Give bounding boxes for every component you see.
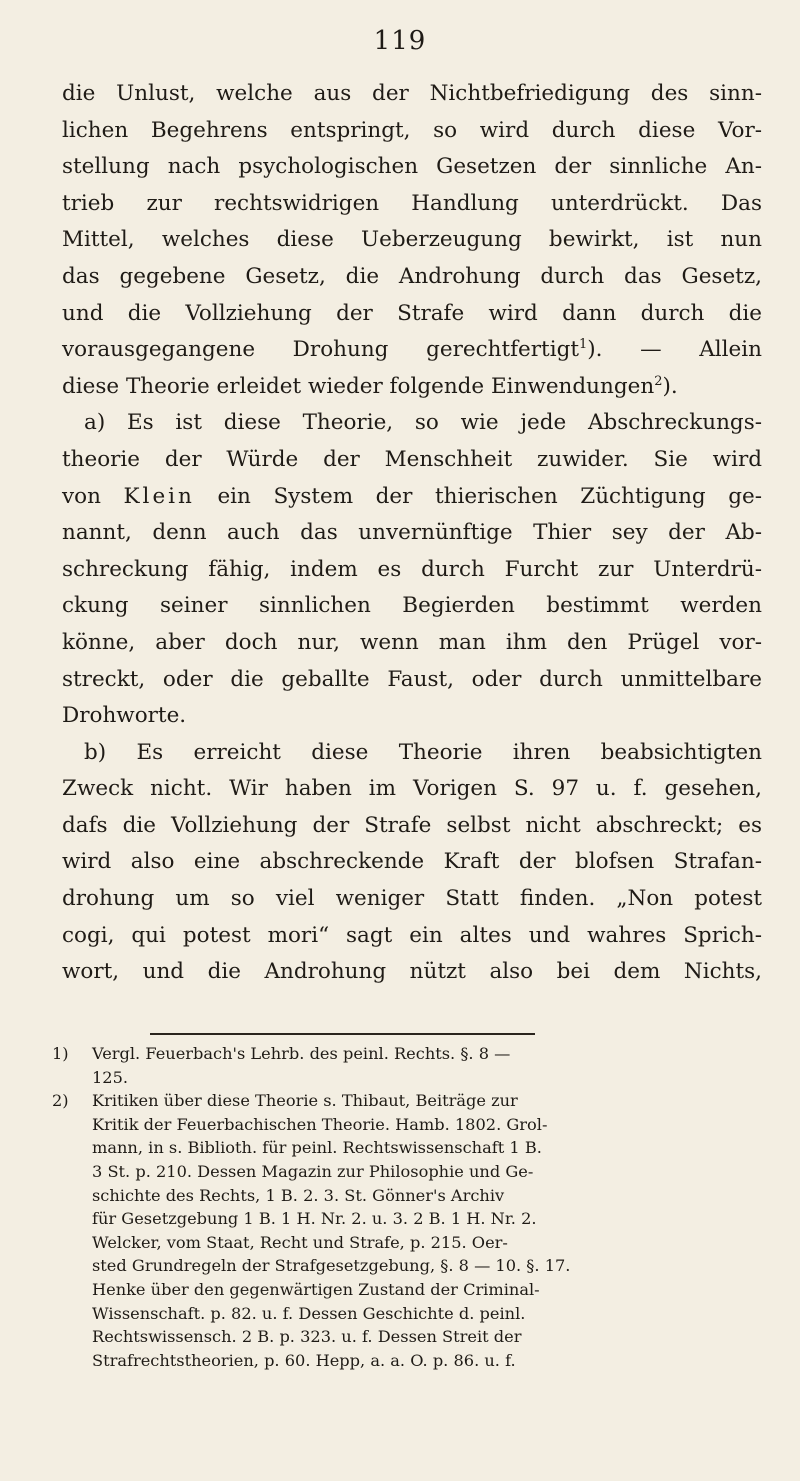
footnote-separator bbox=[150, 1033, 535, 1035]
line-text: Zweck nicht. Wir haben im Vorigen S. 97 u. f. gesehen, bbox=[62, 776, 762, 802]
line-text: theorie der Würde der Menschheit zuwider. Sie wird bbox=[62, 446, 762, 472]
line-text: stellung nach psychologischen Gesetzen der sinnliche An- bbox=[62, 154, 762, 180]
body-line bbox=[62, 259, 762, 296]
footnote-line: für Gesetzgebung 1 B. 1 H. Nr. 2. u. 3. 2 B. 1 H. Nr. 2. bbox=[92, 1209, 537, 1229]
line-text: diese Theorie erleidet wieder folgende Einwendungen bbox=[62, 373, 655, 399]
body-line bbox=[62, 662, 762, 699]
body-text bbox=[62, 76, 762, 991]
line-text: a) Es ist diese Theorie, so wie jede Abschreckungs- bbox=[84, 410, 762, 436]
body-line bbox=[62, 332, 762, 369]
body-line bbox=[62, 954, 762, 991]
body-line bbox=[62, 918, 762, 955]
body-line bbox=[62, 515, 762, 552]
body-line bbox=[62, 296, 762, 333]
footnote-mark: 1) bbox=[52, 1044, 69, 1063]
footnote-line: Strafrechtstheorien, p. 60. Hepp, a. a. O. p. 86. u. f. bbox=[92, 1350, 516, 1370]
body-line bbox=[62, 625, 762, 662]
footnote-ref: 2 bbox=[654, 373, 663, 389]
line-text: Mittel, welches diese Ueberzeugung bewirkt, ist nun bbox=[62, 227, 762, 253]
body-line bbox=[62, 76, 762, 113]
body-line bbox=[62, 442, 762, 479]
line-text: b) Es erreicht diese Theorie ihren beabsichtigten bbox=[84, 739, 762, 765]
line-text: nannt, denn auch das unvernünftige Thier sey der Ab- bbox=[62, 520, 762, 546]
line-text: trieb zur rechtswidrigen Handlung unterdrückt. Das bbox=[62, 190, 762, 216]
footnote-line: Kritik der Feuerbachischen Theorie. Hamb. 1802. Grol- bbox=[92, 1114, 548, 1134]
line-text: dafs die Vollziehung der Strafe selbst nicht abschreckt; es bbox=[62, 812, 762, 838]
footnote-line: 3 St. p. 210. Dessen Magazin zur Philosophie und Ge- bbox=[92, 1161, 534, 1181]
body-line bbox=[62, 113, 762, 150]
body-line bbox=[62, 588, 762, 625]
line-text: ein System der thierischen Züchtigung ge- bbox=[194, 483, 762, 509]
line-text: wort, und die Androhung nützt also bei dem Nichts, bbox=[62, 959, 762, 985]
line-text: lichen Begehrens entspringt, so wird durch diese Vor- bbox=[62, 117, 762, 143]
line-text: könne, aber doch nur, wenn man ihm den Prügel vor- bbox=[62, 629, 762, 655]
spaced-name: Klein bbox=[123, 483, 195, 509]
body-line bbox=[62, 222, 762, 259]
line-text: schreckung fähig, indem es durch Furcht zur Unterdrü- bbox=[62, 556, 762, 582]
footnote-line: Welcker, vom Staat, Recht und Strafe, p. 215. Oer- bbox=[92, 1232, 508, 1252]
line-text: ckung seiner sinnlichen Begierden bestimmt werden bbox=[62, 593, 762, 619]
line-text: cogi, qui potest mori“ sagt ein altes und wahres Sprich- bbox=[62, 922, 762, 948]
footnote-ref: 1 bbox=[578, 337, 588, 353]
footnote-line: Rechtswissensch. 2 B. p. 323. u. f. Dessen Streit der bbox=[92, 1327, 522, 1347]
footnote-line: schichte des Rechts, 1 B. 2. 3. St. Gönner's Archiv bbox=[92, 1185, 505, 1205]
body-line bbox=[62, 552, 762, 589]
footnote-line: sted Grundregeln der Strafgesetzgebung, §. 8 — 10. §. 17. bbox=[92, 1256, 571, 1276]
body-line bbox=[62, 844, 762, 881]
body-line bbox=[62, 186, 762, 223]
body-line bbox=[62, 771, 762, 808]
line-text: und die Vollziehung der Strafe wird dann durch die bbox=[62, 300, 762, 326]
line-text: Drohworte. bbox=[62, 703, 187, 729]
body-line bbox=[62, 735, 762, 772]
line-tail: . bbox=[670, 373, 678, 399]
body-line bbox=[62, 479, 762, 516]
footnote-line: Henke über den gegenwärtigen Zustand der Criminal- bbox=[92, 1279, 540, 1299]
footnote-line: mann, in s. Biblioth. für peinl. Rechtswissenschaft 1 B. bbox=[92, 1138, 542, 1158]
footnote-ref-paren: ) bbox=[587, 337, 596, 363]
footnote-line: Wissenschaft. p. 82. u. f. Dessen Geschichte d. peinl. bbox=[92, 1303, 526, 1323]
body-line bbox=[62, 698, 762, 735]
footnote-line: Vergl. Feuerbach's Lehrb. des peinl. Rechts. §. 8 — bbox=[92, 1044, 511, 1063]
line-text: streckt, oder die geballte Faust, oder durch unmittelbare bbox=[62, 666, 762, 692]
footnote-line: Kritiken über diese Theorie s. Thibaut, Beiträge zur bbox=[92, 1091, 518, 1111]
body-line bbox=[62, 808, 762, 845]
line-text: die Unlust, welche aus der Nichtbefriedigung des sinn- bbox=[62, 81, 762, 106]
line-prefix: von bbox=[62, 483, 124, 509]
line-text: vorausgegangene Drohung gerechtfertigt bbox=[62, 337, 579, 363]
line-text: wird also eine abschreckende Kraft der blofsen Strafan- bbox=[62, 849, 762, 875]
page-number: 119 bbox=[373, 26, 427, 56]
line-tail: . — Allein bbox=[595, 337, 762, 363]
footnote bbox=[52, 1042, 764, 1089]
line-text: drohung um so viel weniger Statt finden. „Non potest bbox=[62, 886, 762, 912]
body-line bbox=[62, 149, 762, 186]
footnotes bbox=[52, 1042, 764, 1372]
body-line bbox=[62, 881, 762, 918]
footnote-mark: 2) bbox=[52, 1091, 69, 1111]
footnote-ref-paren: ) bbox=[662, 373, 671, 399]
footnote bbox=[52, 1089, 764, 1372]
line-text: das gegebene Gesetz, die Androhung durch das Gesetz, bbox=[62, 263, 762, 289]
body-line bbox=[62, 369, 762, 406]
footnote-line: 125. bbox=[92, 1067, 129, 1087]
body-line bbox=[62, 405, 762, 442]
